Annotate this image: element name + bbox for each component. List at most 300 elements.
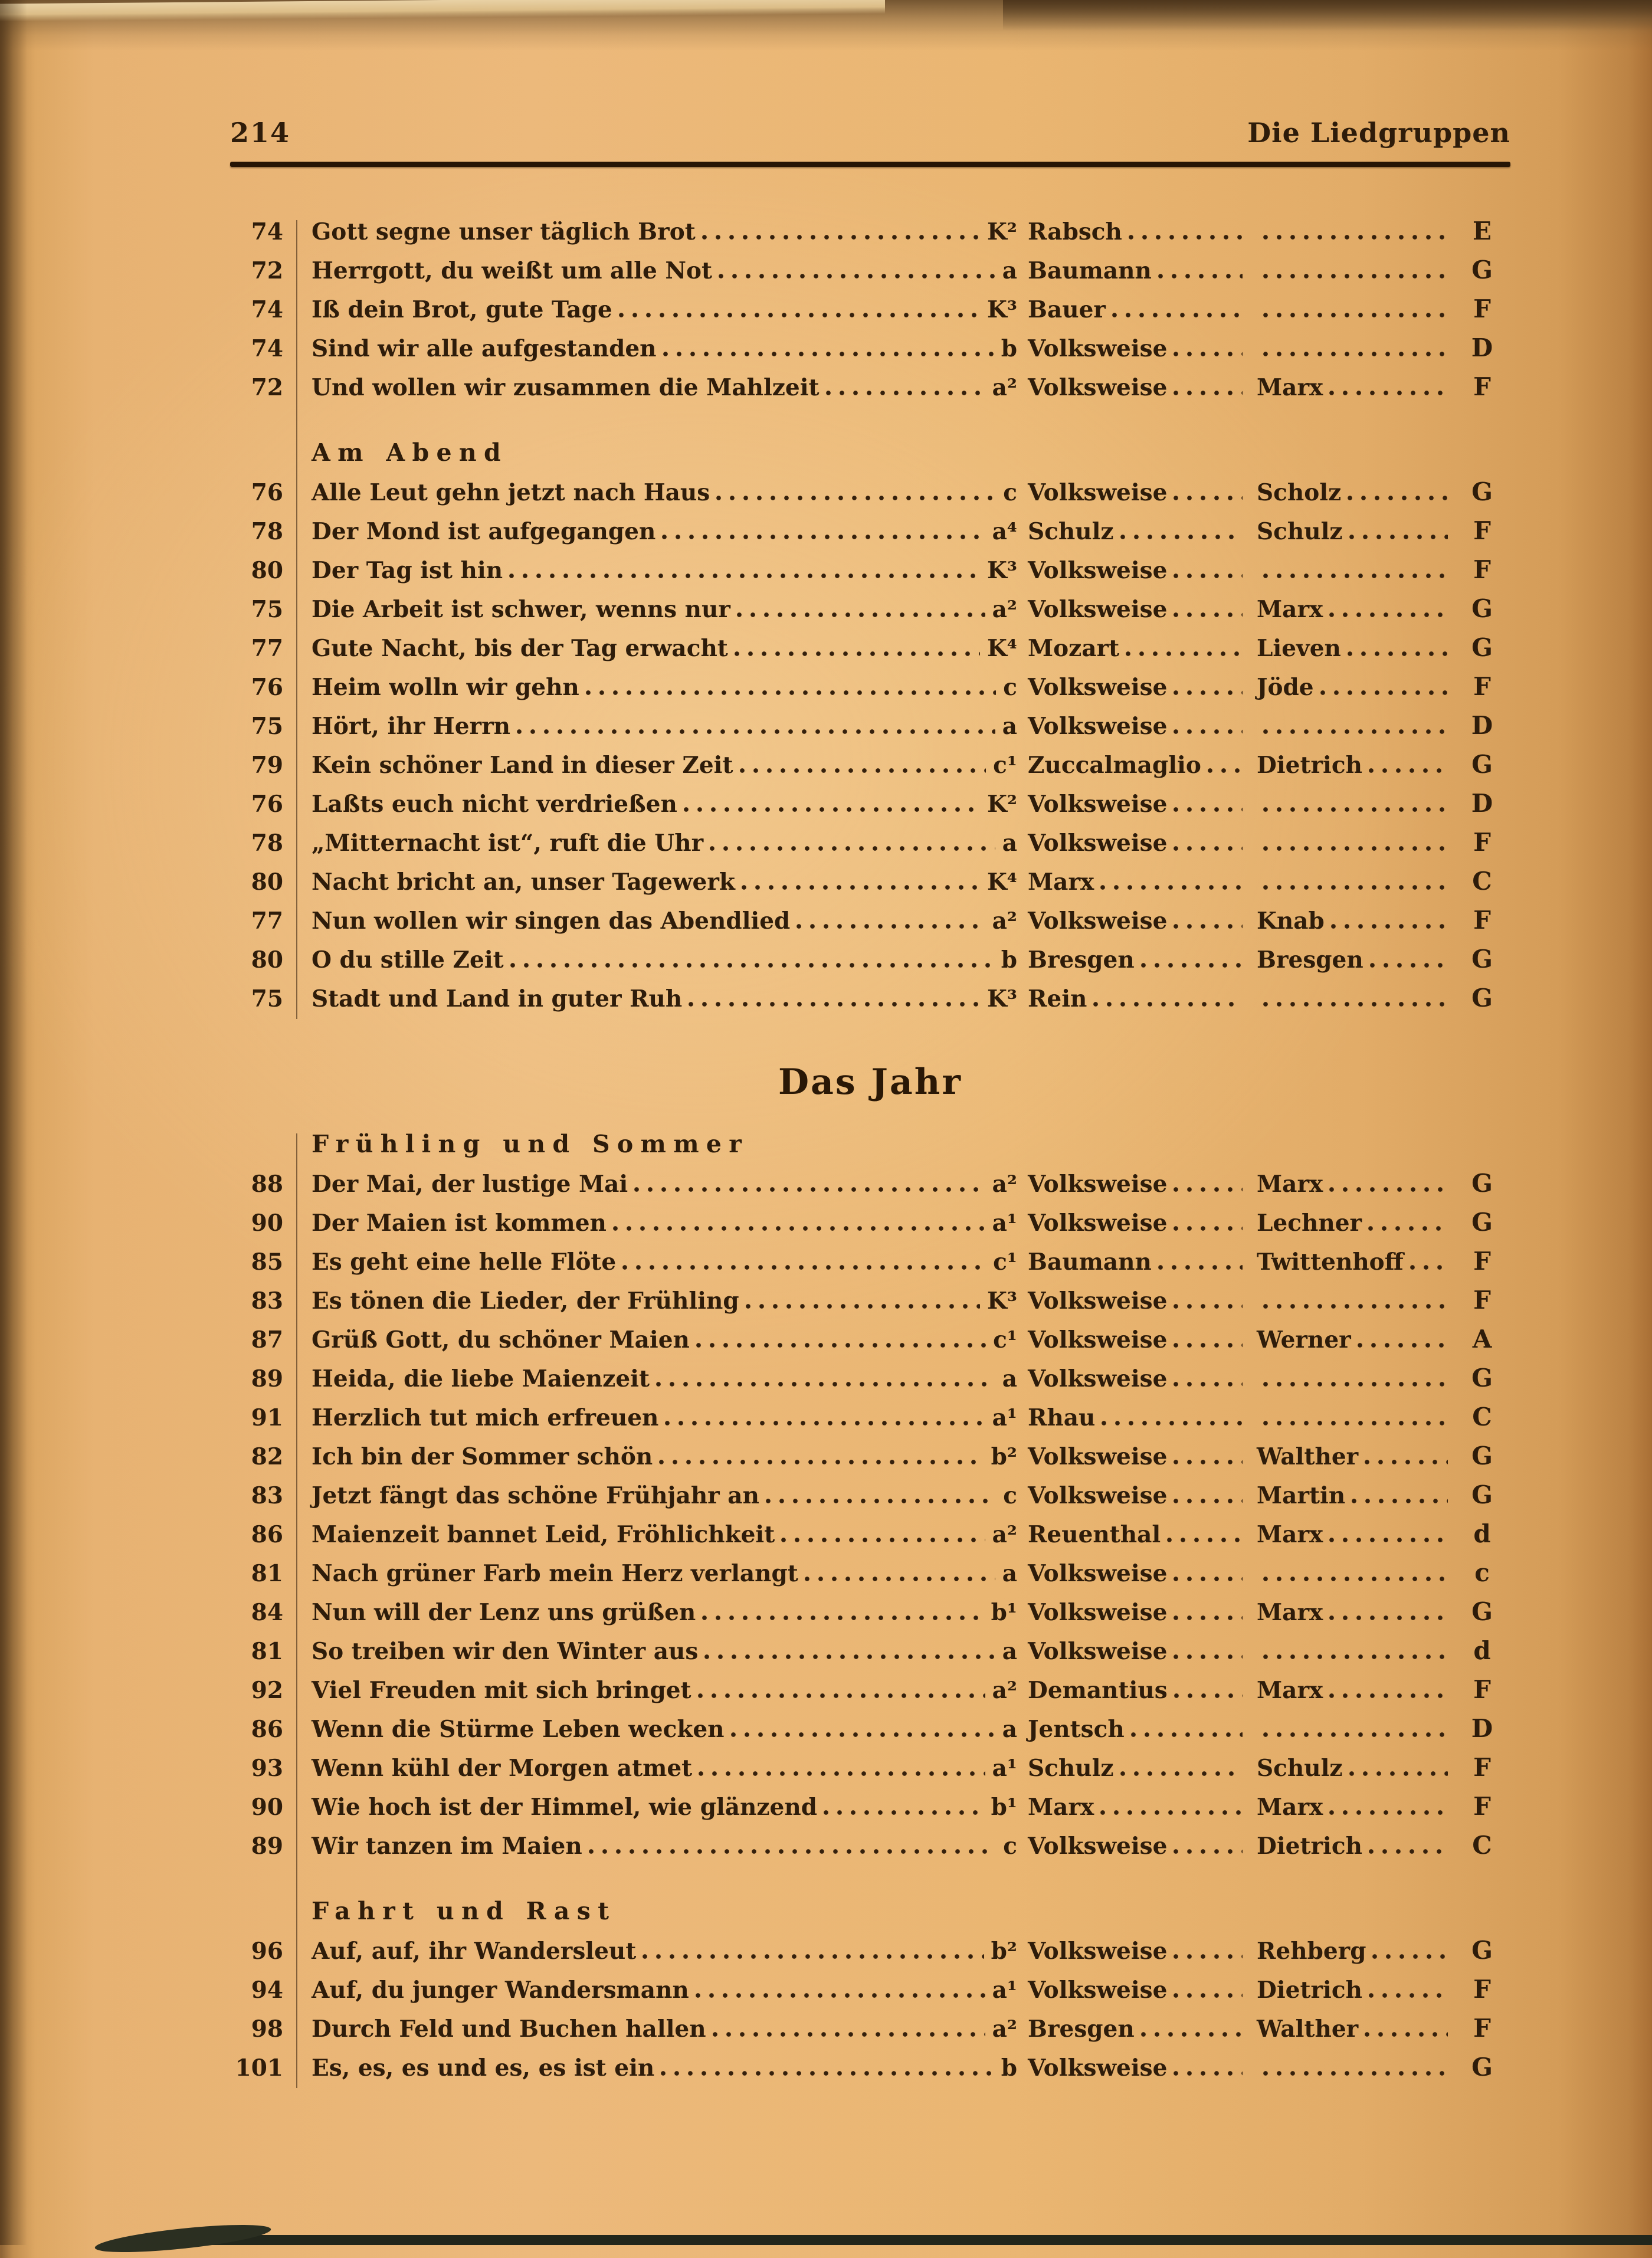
song-row (230, 906, 1510, 945)
page-bottom-edge (148, 2235, 1652, 2245)
song-page-number: 90 (251, 1210, 283, 1237)
dot-leader (1349, 534, 1448, 539)
song-key-siglum: b¹ (991, 1794, 1017, 1821)
song-title: Der Mond ist aufgegangen (312, 518, 656, 545)
dot-leader (1173, 923, 1243, 929)
song-page-number: 85 (251, 1248, 283, 1276)
dot-leader (1329, 390, 1448, 395)
dot-leader (1329, 1187, 1448, 1192)
song-page-number: 75 (251, 596, 283, 623)
title-cell (297, 635, 1017, 662)
title-cell (297, 218, 1017, 245)
song-key-siglum: b² (991, 1938, 1017, 1965)
song-page-number: 101 (235, 2054, 283, 2082)
melodie-cell (1017, 2054, 1248, 2082)
tonart-letter: G (1471, 1169, 1493, 1198)
song-row (230, 1519, 1510, 1558)
dot-leader (1173, 845, 1243, 851)
song-title: Laßts euch nicht verdrießen (312, 791, 677, 818)
song-page-number: 96 (251, 1938, 283, 1965)
song-key-siglum: a² (992, 907, 1017, 935)
tonart-letter: E (1472, 217, 1492, 245)
satz-cell (1248, 1977, 1454, 2004)
melodie-cell (1017, 1404, 1248, 1431)
song-row (230, 1597, 1510, 1636)
dot-leader (1263, 1381, 1448, 1387)
melodie-cell (1017, 1365, 1248, 1392)
dot-leader (1173, 2070, 1243, 2076)
tonart-letter: G (1471, 1441, 1493, 1470)
dot-leader (739, 768, 986, 773)
dot-leader (1112, 312, 1243, 317)
dot-leader (1263, 234, 1448, 240)
song-key-siglum: K³ (987, 296, 1017, 323)
melodie-name: Volksweise (1028, 374, 1168, 401)
dot-leader (698, 1771, 985, 1776)
song-row (230, 1286, 1510, 1325)
song-title: Heim wolln wir gehn (312, 674, 579, 701)
title-cell (297, 374, 1017, 401)
melodie-name: Volksweise (1028, 2054, 1168, 2082)
dot-leader (1120, 1771, 1243, 1776)
title-cell (297, 907, 1017, 935)
satz-name: Dietrich (1257, 1833, 1362, 1860)
dot-leader (1369, 962, 1448, 968)
song-title: Grüß Gott, du schöner Maien (312, 1326, 690, 1354)
satz-cell (1248, 312, 1454, 317)
song-title: Es, es, es und es, es ist ein (312, 2054, 655, 2082)
dot-leader (612, 1225, 985, 1231)
song-key-siglum: K³ (987, 557, 1017, 584)
satz-cell (1248, 1326, 1454, 1354)
dot-leader (1173, 351, 1243, 356)
satz-cell (1248, 234, 1454, 240)
melodie-name: Demantius (1028, 1677, 1168, 1704)
song-title: Heida, die liebe Maienzeit (312, 1365, 650, 1392)
song-title: Wenn kühl der Morgen atmet (312, 1755, 693, 1782)
melodie-name: Marx (1028, 1794, 1094, 1821)
song-page-number: 88 (251, 1171, 283, 1198)
satz-name: Marx (1257, 1677, 1323, 1704)
satz-name: Marx (1257, 374, 1323, 401)
melodie-cell (1017, 1482, 1248, 1509)
song-key-siglum: a² (992, 2016, 1017, 2043)
dot-leader (1372, 1954, 1448, 1959)
song-page-number: 87 (251, 1326, 283, 1354)
song-title: Wie hoch ist der Himmel, wie glänzend (312, 1794, 817, 1821)
song-page-number: 78 (251, 830, 283, 857)
song-title: Gott segne unser täglich Brot (312, 218, 696, 245)
song-page-number: 77 (251, 635, 283, 662)
song-row (230, 789, 1510, 828)
song-page-number: 83 (251, 1482, 283, 1509)
song-title: Der Tag ist hin (312, 557, 503, 584)
dot-leader (1263, 729, 1448, 734)
page-number: 214 (230, 117, 291, 149)
song-key-siglum: c¹ (993, 1326, 1017, 1354)
dot-leader (1347, 495, 1448, 500)
song-page-number: 72 (251, 257, 283, 284)
dot-leader (796, 923, 985, 929)
satz-cell (1248, 1171, 1454, 1198)
melodie-cell (1017, 479, 1248, 506)
satz-cell (1248, 1001, 1454, 1007)
satz-name: Werner (1257, 1326, 1351, 1354)
tonart-letter: G (1471, 945, 1493, 974)
dot-leader (1329, 1810, 1448, 1815)
song-group (230, 217, 1510, 1023)
song-key-siglum: a² (992, 596, 1017, 623)
satz-name: Lieven (1257, 635, 1341, 662)
dot-leader (1410, 1264, 1448, 1270)
melodie-cell (1017, 907, 1248, 935)
title-cell (297, 1365, 1017, 1392)
dot-leader (642, 1954, 984, 1959)
title-cell (297, 296, 1017, 323)
tonart-letter: F (1473, 1753, 1491, 1782)
title-cell (297, 674, 1017, 701)
satz-name: Marx (1257, 1521, 1323, 1548)
song-key-siglum: a² (992, 1677, 1017, 1704)
dot-leader (1263, 1001, 1448, 1007)
dot-leader (736, 612, 985, 617)
title-cell (297, 1677, 1017, 1704)
song-key-siglum: a (1002, 1365, 1017, 1392)
dot-leader (1120, 534, 1243, 539)
satz-cell (1248, 596, 1454, 623)
section-heading: Am Abend (312, 438, 508, 467)
melodie-name: Volksweise (1028, 596, 1168, 623)
dot-leader (1207, 768, 1243, 773)
song-row (230, 594, 1510, 633)
dot-leader (655, 1381, 995, 1387)
melodie-name: Volksweise (1028, 1599, 1168, 1626)
dot-leader (1263, 807, 1448, 812)
melodie-name: Schulz (1028, 518, 1114, 545)
dot-leader (741, 884, 980, 890)
melodie-name: Volksweise (1028, 1171, 1168, 1198)
song-title: Und wollen wir zusammen die Mahlzeit (312, 374, 820, 401)
dot-leader (1173, 690, 1243, 695)
satz-name: Marx (1257, 1171, 1323, 1198)
song-row (230, 945, 1510, 984)
melodie-name: Volksweise (1028, 1326, 1168, 1354)
song-page-number: 80 (251, 946, 283, 974)
dot-leader (1347, 651, 1448, 656)
dot-leader (516, 729, 995, 734)
dot-leader (1263, 884, 1448, 890)
tonart-letter: D (1471, 711, 1493, 740)
song-row (230, 1831, 1510, 1870)
song-row (230, 516, 1510, 555)
tonart-letter: G (1471, 1597, 1493, 1626)
song-row (230, 984, 1510, 1023)
song-row (230, 255, 1510, 294)
song-row (230, 750, 1510, 789)
song-title: Iß dein Brot, gute Tage (312, 296, 612, 323)
dot-leader (1100, 1810, 1243, 1815)
satz-cell (1248, 1248, 1454, 1276)
satz-cell (1248, 1303, 1454, 1309)
title-cell (297, 2054, 1017, 2082)
song-row (230, 1936, 1510, 1975)
tonart-letter: G (1471, 1364, 1493, 1392)
song-key-siglum: a (1002, 713, 1017, 740)
song-key-siglum: c (1003, 674, 1017, 701)
song-key-siglum: a (1002, 1638, 1017, 1665)
melodie-name: Volksweise (1028, 1443, 1168, 1470)
satz-cell (1248, 2016, 1454, 2043)
satz-cell (1248, 674, 1454, 701)
song-page-number: 80 (251, 869, 283, 896)
dot-leader (1263, 573, 1448, 578)
dot-leader (1174, 1693, 1243, 1698)
dot-leader (823, 1810, 984, 1815)
dot-leader (585, 690, 996, 695)
title-cell (297, 752, 1017, 779)
page-header (230, 0, 1510, 149)
dot-leader (1100, 884, 1243, 890)
song-title: Jetzt fängt das schöne Frühjahr an (312, 1482, 759, 1509)
melodie-name: Baumann (1028, 257, 1152, 284)
dot-leader (1263, 1654, 1448, 1659)
dot-leader (1173, 729, 1243, 734)
dot-leader (1173, 1954, 1243, 1959)
song-page-number: 76 (251, 479, 283, 506)
melodie-cell (1017, 1794, 1248, 1821)
dot-leader (1173, 1654, 1243, 1659)
melodie-cell (1017, 1977, 1248, 2004)
dot-leader (1173, 1459, 1243, 1464)
dot-leader (709, 845, 995, 851)
dot-leader (1173, 1225, 1243, 1231)
song-key-siglum: a¹ (992, 1755, 1017, 1782)
dot-leader (634, 1187, 985, 1192)
satz-name: Marx (1257, 596, 1323, 623)
satz-name: Martin (1257, 1482, 1346, 1509)
dot-leader (1128, 234, 1243, 240)
tonart-letter: G (1471, 594, 1493, 623)
song-page-number: 74 (251, 335, 283, 362)
title-cell (297, 596, 1017, 623)
satz-cell (1248, 273, 1454, 278)
satz-cell (1248, 1833, 1454, 1860)
song-row (230, 372, 1510, 411)
song-title: Wir tanzen im Maien (312, 1833, 582, 1860)
dot-leader (1263, 1303, 1448, 1309)
melodie-cell (1017, 557, 1248, 584)
tonart-letter: G (1471, 2053, 1493, 2082)
song-page-number: 89 (251, 1833, 283, 1860)
dot-leader (683, 807, 980, 812)
melodie-cell (1017, 1443, 1248, 1470)
satz-cell (1248, 518, 1454, 545)
song-key-siglum: K³ (987, 1287, 1017, 1315)
melodie-cell (1017, 518, 1248, 545)
melodie-name: Volksweise (1028, 1287, 1168, 1315)
dot-leader (1173, 1342, 1243, 1348)
dot-leader (745, 1303, 980, 1309)
dot-leader (712, 2031, 985, 2037)
title-cell (297, 1938, 1017, 1965)
dot-leader (696, 1342, 986, 1348)
song-title: Der Mai, der lustige Mai (312, 1171, 628, 1198)
song-row (230, 1208, 1510, 1247)
tonart-letter: G (1471, 1480, 1493, 1509)
melodie-cell (1017, 1638, 1248, 1665)
song-page-number: 98 (251, 2016, 283, 2043)
tonart-letter: c (1474, 1558, 1490, 1587)
song-title: Herrgott, du weißt um alle Not (312, 257, 713, 284)
song-page-number: 75 (251, 713, 283, 740)
song-row (230, 1441, 1510, 1480)
song-page-number: 74 (251, 296, 283, 323)
song-title: Auf, du junger Wandersmann (312, 1977, 689, 2004)
song-page-number: 89 (251, 1365, 283, 1392)
dot-leader (1364, 2031, 1448, 2037)
song-row (230, 1364, 1510, 1402)
satz-name: Rehberg (1257, 1938, 1366, 1965)
song-key-siglum: c (1003, 479, 1017, 506)
song-key-siglum: a² (992, 1521, 1017, 1548)
melodie-cell (1017, 1677, 1248, 1704)
song-page-number: 83 (251, 1287, 283, 1315)
dot-leader (660, 2070, 994, 2076)
dot-leader (702, 1615, 984, 1620)
title-cell (297, 518, 1017, 545)
melodie-name: Jentsch (1028, 1716, 1125, 1743)
song-title: So treiben wir den Winter aus (312, 1638, 699, 1665)
tonart-letter: G (1471, 1936, 1493, 1965)
tonart-letter: G (1471, 477, 1493, 506)
dot-leader (1357, 1342, 1448, 1348)
song-row (230, 672, 1510, 711)
tonart-letter: F (1473, 2014, 1491, 2043)
satz-cell (1248, 573, 1454, 578)
satz-name: Marx (1257, 1794, 1323, 1821)
dot-leader (1173, 1187, 1243, 1192)
dot-leader (730, 1732, 995, 1737)
song-page-number: 81 (251, 1638, 283, 1665)
title-cell (297, 1794, 1017, 1821)
title-cell (297, 946, 1017, 974)
song-page-number: 94 (251, 1977, 283, 2004)
title-cell (297, 1977, 1017, 2004)
song-key-siglum: b (1001, 946, 1017, 974)
song-row (230, 1753, 1510, 1792)
song-title: Stadt und Land in guter Ruh (312, 985, 683, 1012)
song-row (230, 633, 1510, 672)
satz-cell (1248, 1938, 1454, 1965)
dot-leader (1263, 2070, 1448, 2076)
dot-leader (1263, 1576, 1448, 1581)
dot-leader (664, 1420, 985, 1425)
song-row (230, 2053, 1510, 2092)
song-row (230, 1975, 1510, 2014)
title-cell (297, 1248, 1017, 1276)
song-group (230, 1130, 1510, 2092)
song-page-number: 78 (251, 518, 283, 545)
song-title: Nacht bricht an, unser Tagewerk (312, 869, 735, 896)
dot-leader (1330, 923, 1448, 929)
melodie-name: Bauer (1028, 296, 1106, 323)
satz-name: Walther (1257, 2016, 1359, 2043)
melodie-name: Rhau (1028, 1404, 1096, 1431)
song-key-siglum: a¹ (992, 1404, 1017, 1431)
tonart-letter: F (1473, 555, 1491, 584)
tonart-letter: F (1473, 828, 1491, 857)
dot-leader (1101, 1420, 1243, 1425)
song-title: Maienzeit bannet Leid, Fröhlichkeit (312, 1521, 775, 1548)
melodie-cell (1017, 1755, 1248, 1782)
melodie-cell (1017, 985, 1248, 1012)
melodie-cell (1017, 635, 1248, 662)
song-row (230, 1675, 1510, 1714)
title-cell (297, 557, 1017, 584)
song-key-siglum: a² (992, 374, 1017, 401)
title-cell (297, 1171, 1017, 1198)
section-heading: Fahrt und Rast (312, 1897, 617, 1925)
melodie-name: Reuenthal (1028, 1521, 1161, 1548)
dot-leader (702, 234, 980, 240)
melodie-name: Rabsch (1028, 218, 1122, 245)
satz-name: Scholz (1257, 479, 1342, 506)
melodie-name: Volksweise (1028, 1560, 1168, 1587)
song-key-siglum: K⁴ (987, 869, 1017, 896)
dot-leader (1263, 1732, 1448, 1737)
dot-leader (718, 273, 995, 278)
melodie-cell (1017, 335, 1248, 362)
dot-leader (1173, 1615, 1243, 1620)
song-row (230, 1247, 1510, 1286)
song-page-number: 90 (251, 1794, 283, 1821)
satz-cell (1248, 1443, 1454, 1470)
satz-cell (1248, 884, 1454, 890)
dot-leader (804, 1576, 995, 1581)
song-key-siglum: c (1003, 1482, 1017, 1509)
dot-leader (1173, 573, 1243, 578)
melodie-name: Schulz (1028, 1755, 1114, 1782)
dot-leader (1158, 1264, 1243, 1270)
dot-leader (588, 1849, 997, 1854)
melodie-cell (1017, 1248, 1248, 1276)
tonart-letter: G (1471, 255, 1493, 284)
tonart-letter: C (1472, 1831, 1492, 1860)
song-key-siglum: a (1002, 830, 1017, 857)
title-cell (297, 1521, 1017, 1548)
song-row (230, 1325, 1510, 1364)
title-cell (297, 479, 1017, 506)
satz-name: Dietrich (1257, 1977, 1362, 2004)
melodie-name: Zuccalmaglio (1028, 752, 1201, 779)
dot-leader (1368, 768, 1448, 773)
dot-leader (688, 1001, 980, 1007)
title-cell (297, 1326, 1017, 1354)
melodie-cell (1017, 1599, 1248, 1626)
tonart-letter: F (1473, 1675, 1491, 1704)
song-row (230, 1169, 1510, 1208)
satz-cell (1248, 1381, 1454, 1387)
satz-cell (1248, 1521, 1454, 1548)
satz-cell (1248, 374, 1454, 401)
melodie-name: Volksweise (1028, 335, 1168, 362)
dot-leader (1329, 1693, 1448, 1698)
dot-leader (1329, 612, 1448, 617)
song-row (230, 333, 1510, 372)
melodie-name: Volksweise (1028, 674, 1168, 701)
satz-cell (1248, 807, 1454, 812)
tonart-letter: d (1473, 1636, 1491, 1665)
